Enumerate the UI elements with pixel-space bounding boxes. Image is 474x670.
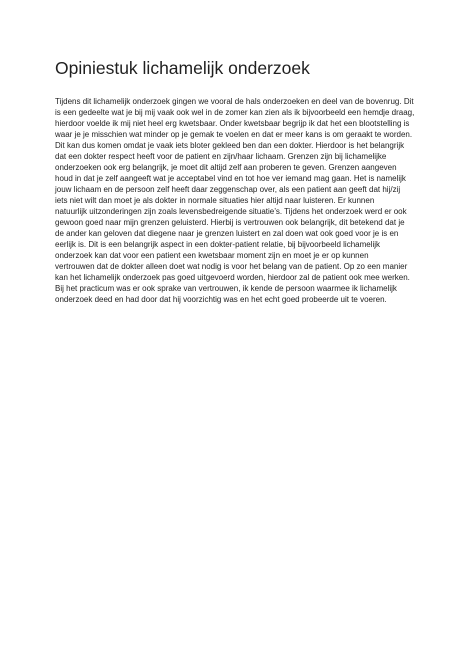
body-line: is een gedeelte wat je bij mij vaak ook wel in de zomer kan zien als ik bijvoorbeeld een hemdje draag, (55, 108, 415, 117)
body-line: jouw lichaam en de persoon zelf heeft daar zeggenschap over, als een patient aan geeft dat hij/zij (55, 185, 401, 194)
body-line: Dit kan dus komen omdat je vaak iets bloter gekleed ben dan een dokter. Hierdoor is het belangrijk (55, 141, 405, 150)
document-title: Opiniestuk lichamelijk onderzoek (55, 58, 310, 78)
body-line: iets niet wilt dan moet je als dokter in normale situaties hier altijd naar luisteren. Er kunnen (55, 196, 375, 205)
body-line: hierdoor voelde ik mij niet heel erg kwetsbaar. Onder kwetsbaar begrijp ik dat het een blootstelling is (55, 119, 410, 128)
body-line: gewoon goed naar mijn grenzen geluisterd. Hierbij is vertrouwen ook belangrijk, dit betekend dat je (55, 218, 405, 227)
body-line: natuurlijk uitzonderingen zijn zoals levensbedreigende situatie’s. Tijdens het onderzoek werd er ook (55, 207, 407, 216)
body-line: waar je je misschien wat minder op je gemak te voelen en dat er meer kans is om geraakt te worden. (55, 130, 413, 139)
document-body (55, 96, 423, 305)
body-line: Tijdens dit lichamelijk onderzoek gingen we vooral de hals onderzoeken en deel van de bovenrug. Dit (55, 97, 414, 106)
body-line: onderzoek deed en had door dat hij voorzichtig was en het echt goed probeerde uit te voeren. (55, 295, 387, 304)
body-line: de ander kan geloven dat diegene naar je grenzen luistert en zal doen wat ook goed voor je is en (55, 229, 399, 238)
body-line: eerlijk is. Dit is een belangrijk aspect in een dokter-patient relatie, bij bijvoorbeeld lichamelijk (55, 240, 381, 249)
body-line: vertrouwen dat de dokter alleen doet wat nodig is voor het belang van de patient. Op zo een manier (55, 262, 408, 271)
body-line: kan het lichamelijk onderzoek pas goed uitgevoerd worden, hierdoor zal de patient ook mee werken. (55, 273, 410, 282)
body-line: houd in dat je zelf aangeeft wat je acceptabel vind en tot hoe ver iemand mag gaan. Het is namelijk (55, 174, 406, 183)
body-line: onderzoeken ook erg belangrijk, je moet dit altijd zelf aan proberen te geven. Grenzen aangeven (55, 163, 397, 172)
body-line: Bij het practicum was er ook sprake van vertrouwen, ik kende de persoon waarmee ik lichamelijk (55, 284, 397, 293)
body-line: onderzoek kan dat voor een patient een kwetsbaar moment zijn en moet je er op kunnen (55, 251, 369, 260)
body-line: dat een dokter respect heeft voor de patient en zijn/haar lichaam. Grenzen zijn bij lichamelijke (55, 152, 387, 161)
